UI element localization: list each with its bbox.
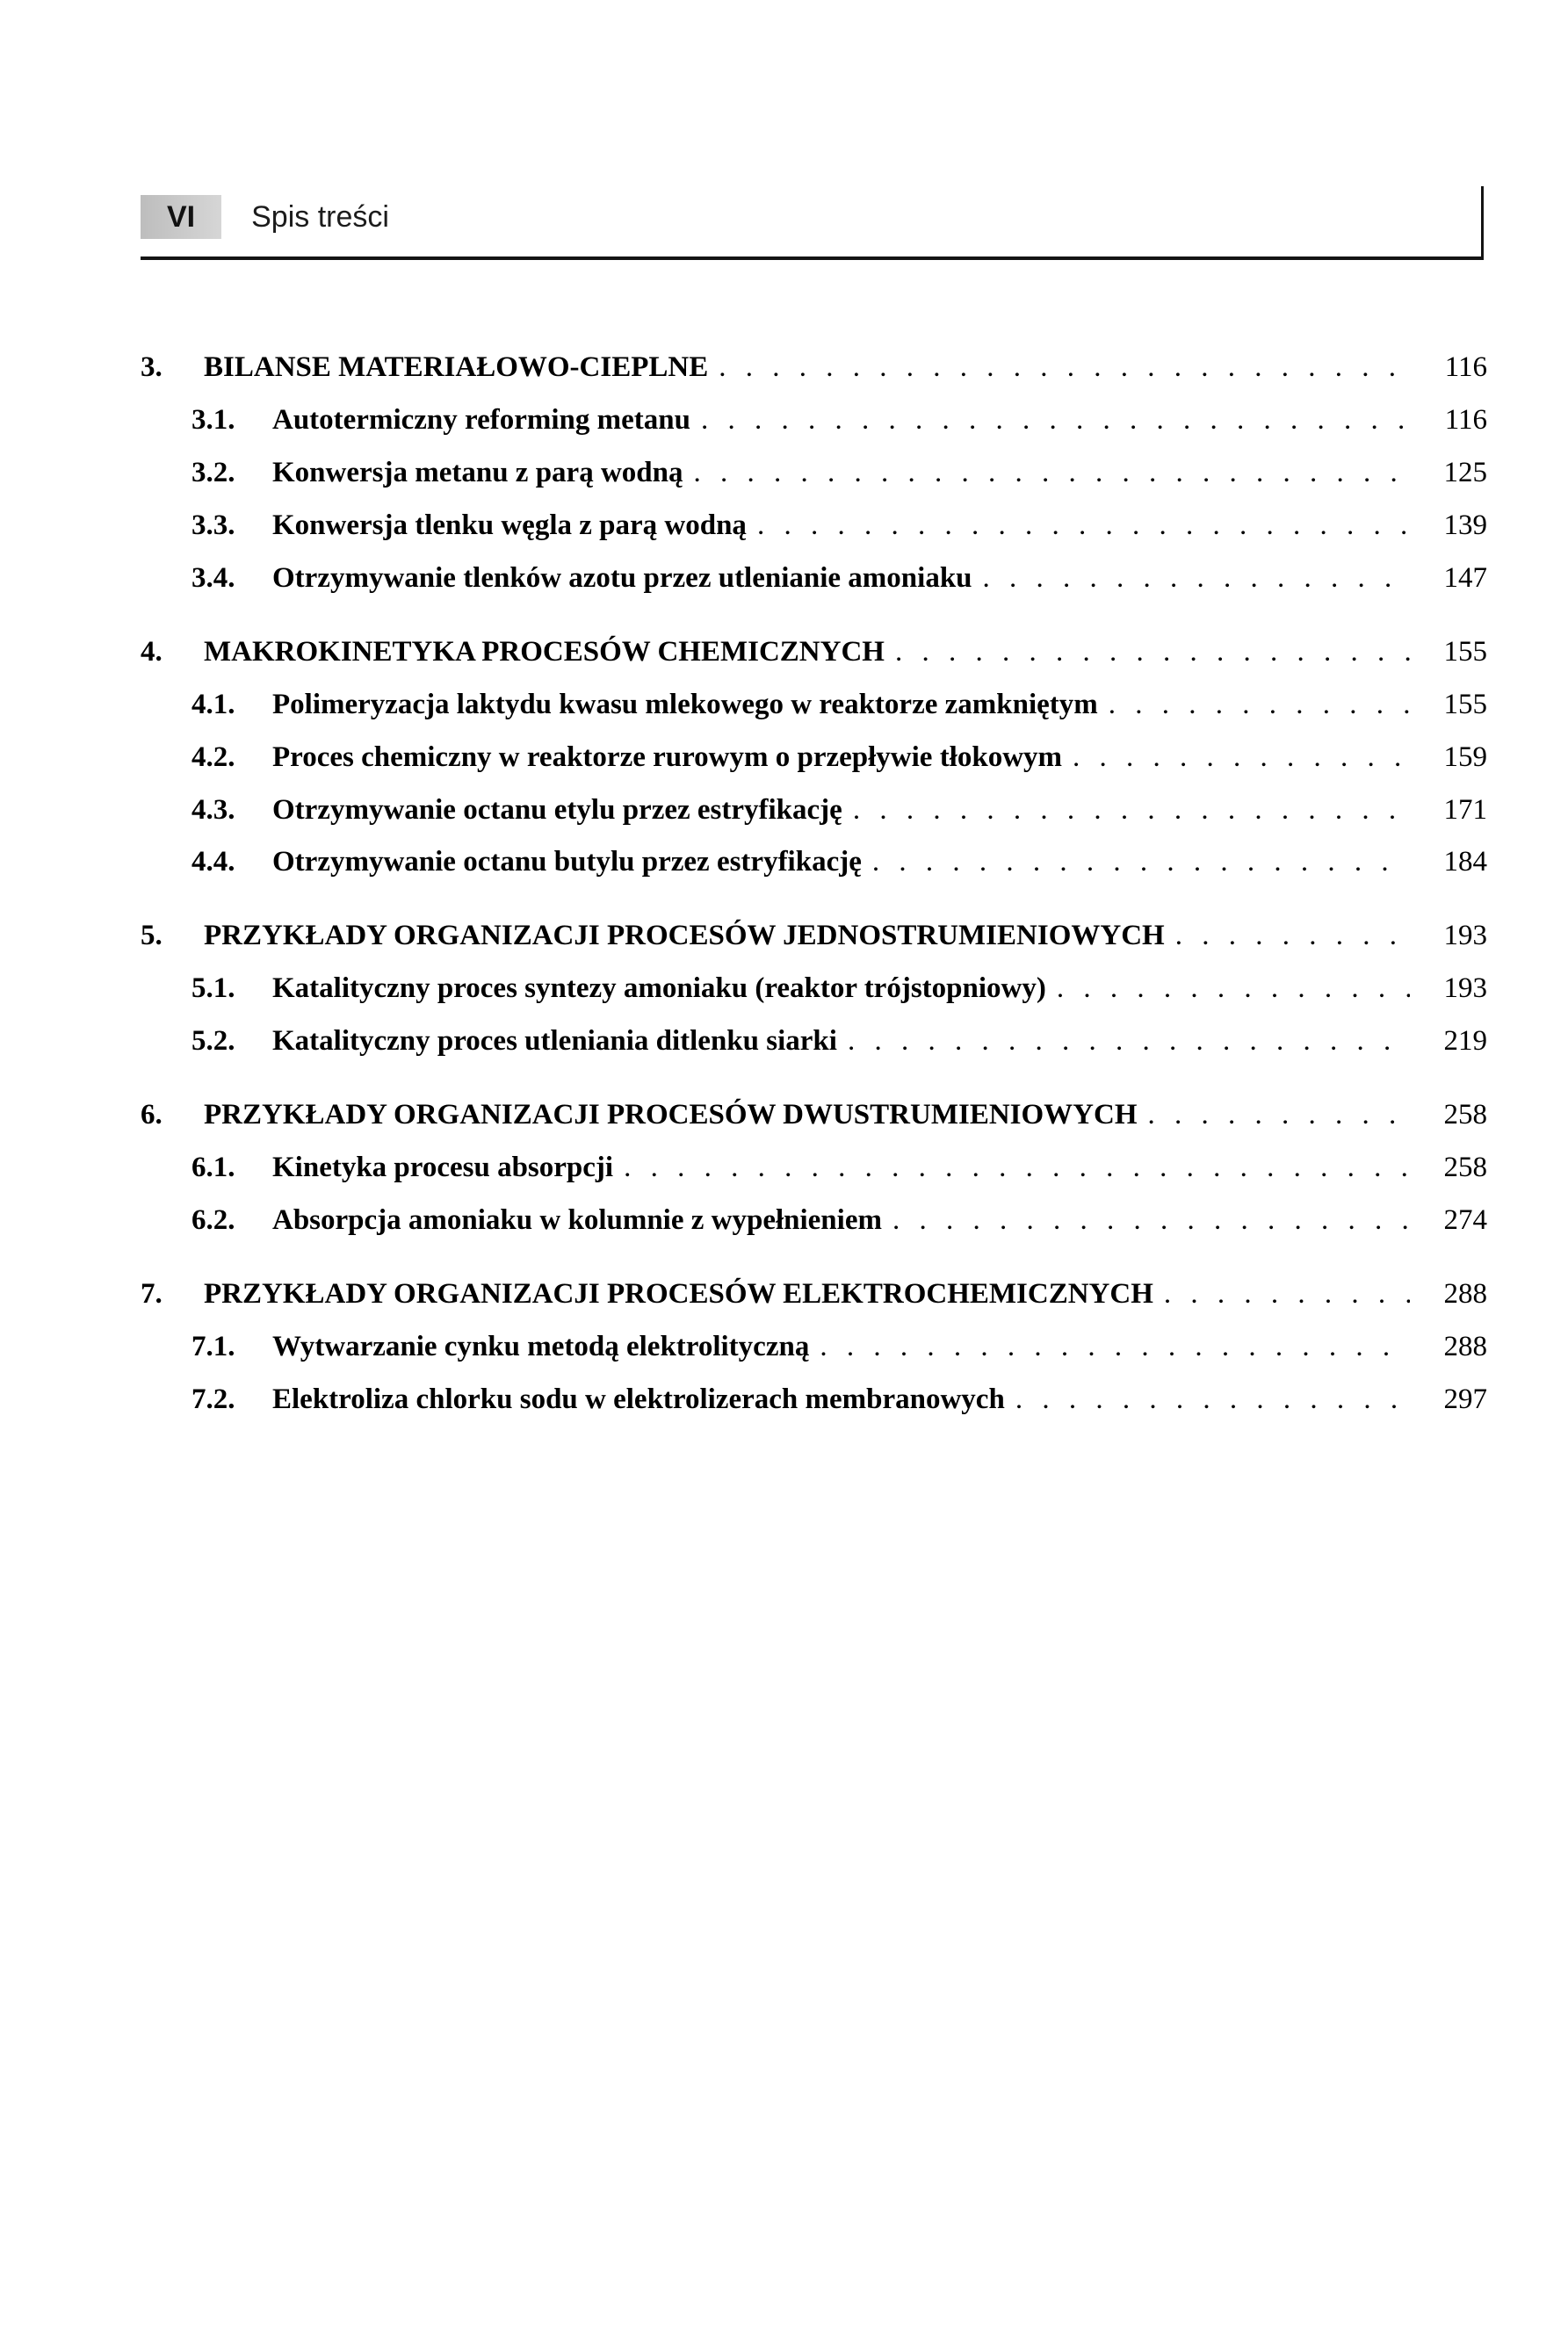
toc-dot-leader <box>1057 972 1410 1006</box>
toc-entry-number: 7.1. <box>191 1330 235 1362</box>
toc-entry-number: 7.2. <box>191 1383 235 1415</box>
toc-entry-title: Otrzymywanie octanu etylu przez estryfikację <box>272 793 842 826</box>
toc-entry <box>141 741 1487 775</box>
toc-entry-number: 3.1. <box>191 403 235 436</box>
toc-entry <box>141 404 1487 437</box>
toc-entry <box>141 1331 1487 1364</box>
toc-entry-page: 193 <box>1443 972 1487 1005</box>
toc-entry-title: Katalityczny proces syntezy amoniaku (reaktor trójstopniowy) <box>272 972 1046 1005</box>
toc-entry-title: Elektroliza chlorku sodu w elektrolizerach membranowych <box>272 1383 1005 1415</box>
toc-entry-page: 159 <box>1443 741 1487 773</box>
toc-entry-number: 4.4. <box>191 846 235 878</box>
toc-entry-number: 3.4. <box>191 561 235 594</box>
toc-entry-page: 258 <box>1443 1099 1487 1131</box>
toc-dot-leader <box>820 1331 1410 1364</box>
toc-entry <box>141 689 1487 722</box>
page-header <box>141 186 1484 260</box>
toc-entry <box>141 972 1487 1006</box>
page-number-badge: VI <box>141 195 221 239</box>
toc-entry-title: PRZYKŁADY ORGANIZACJI PROCESÓW JEDNOSTRUMIENIOWYCH <box>204 920 1165 952</box>
toc-entry-page: 116 <box>1444 351 1487 383</box>
toc-entry-title: MAKROKINETYKA PROCESÓW CHEMICZNYCH <box>204 635 885 668</box>
toc-entry-number: 6.2. <box>191 1204 235 1237</box>
toc-entry <box>141 920 1487 953</box>
toc-dot-leader <box>1148 1099 1410 1132</box>
toc-entry-title: Absorpcja amoniaku w kolumnie z wypełnieniem <box>272 1204 882 1237</box>
toc-entry-number: 4.3. <box>191 793 235 826</box>
toc-entry <box>141 351 1487 385</box>
toc-entry <box>141 562 1487 596</box>
toc-dot-leader <box>624 1152 1410 1185</box>
toc-entry-title: Proces chemiczny w reaktorze rurowym o przepływie tłokowym <box>272 741 1063 773</box>
toc-entry <box>141 509 1487 543</box>
toc-entry-title: BILANSE MATERIAŁOWO-CIEPLNE <box>204 351 709 383</box>
toc-entry-page: 288 <box>1443 1278 1487 1310</box>
toc-dot-leader <box>719 351 1410 385</box>
toc-entry-number: 3. <box>141 351 163 383</box>
toc-entry <box>141 457 1487 490</box>
running-head-title: Spis treści <box>251 200 389 234</box>
toc-dot-leader <box>892 1204 1410 1238</box>
toc-entry-page: 139 <box>1443 509 1487 541</box>
toc-entry <box>141 1278 1487 1311</box>
toc-entry-title: Otrzymywanie tlenków azotu przez utlenianie amoniaku <box>272 561 972 594</box>
toc-dot-leader <box>1015 1384 1410 1417</box>
toc-dot-leader <box>694 457 1411 490</box>
toc-entry-number: 4.2. <box>191 741 235 773</box>
toc-dot-leader <box>1073 741 1410 775</box>
toc-entry-title: Autotermiczny reforming metanu <box>272 403 690 436</box>
toc-entry-title: Kinetyka procesu absorpcji <box>272 1152 614 1184</box>
toc-dot-leader <box>853 794 1410 827</box>
toc-entry-page: 184 <box>1443 846 1487 878</box>
toc-entry-number: 3.2. <box>191 456 235 488</box>
toc-entry-title: Konwersja metanu z parą wodną <box>272 456 683 488</box>
toc-entry <box>141 1152 1487 1185</box>
toc-entry-title: PRZYKŁADY ORGANIZACJI PROCESÓW DWUSTRUMIENIOWYCH <box>204 1099 1138 1131</box>
toc-entry-number: 4. <box>141 635 163 668</box>
toc-dot-leader <box>1164 1278 1410 1311</box>
toc-entry-number: 6. <box>141 1099 163 1131</box>
toc-entry-page: 297 <box>1443 1383 1487 1415</box>
toc-dot-leader <box>701 404 1410 437</box>
toc-dot-leader <box>872 846 1410 879</box>
toc-entry-number: 4.1. <box>191 688 235 720</box>
toc-dot-leader <box>1109 689 1410 722</box>
toc-entry-number: 7. <box>141 1278 163 1310</box>
toc-entry-title: Otrzymywanie octanu butylu przez estryfikację <box>272 846 862 878</box>
toc-entry-number: 5. <box>141 920 163 952</box>
toc-entry-number: 6.1. <box>191 1152 235 1184</box>
toc-entry-title: Wytwarzanie cynku metodą elektrolityczną <box>272 1330 810 1362</box>
toc-dot-leader <box>757 509 1410 543</box>
toc-entry-page: 258 <box>1443 1152 1487 1184</box>
toc-entry-page: 288 <box>1443 1330 1487 1362</box>
toc-entry <box>141 1384 1487 1417</box>
toc-entry-title: PRZYKŁADY ORGANIZACJI PROCESÓW ELEKTROCHEMICZNYCH <box>204 1278 1153 1310</box>
toc-dot-leader <box>1175 920 1410 953</box>
toc-dot-leader <box>895 636 1410 669</box>
toc-dot-leader <box>983 562 1410 596</box>
toc-entry <box>141 1099 1487 1132</box>
toc-entry-page: 274 <box>1443 1204 1487 1237</box>
toc-entry <box>141 794 1487 827</box>
toc-entry <box>141 636 1487 669</box>
toc-entry <box>141 1204 1487 1238</box>
toc-entry-page: 171 <box>1443 793 1487 826</box>
toc-entry-number: 5.1. <box>191 972 235 1005</box>
toc-entry-page: 155 <box>1443 635 1487 668</box>
toc-entry <box>141 1025 1487 1058</box>
toc-entry-page: 125 <box>1443 456 1487 488</box>
toc-dot-leader <box>848 1025 1410 1058</box>
toc-entry-title: Polimeryzacja laktydu kwasu mlekowego w reaktorze zamkniętym <box>272 688 1098 720</box>
toc-entry-page: 219 <box>1443 1025 1487 1058</box>
toc-entry-title: Konwersja tlenku węgla z parą wodną <box>272 509 747 541</box>
toc-entry-number: 3.3. <box>191 509 235 541</box>
toc-entry-page: 116 <box>1444 403 1487 436</box>
toc-entry-number: 5.2. <box>191 1025 235 1058</box>
toc-entry-page: 155 <box>1443 688 1487 720</box>
toc-entry-page: 147 <box>1443 561 1487 594</box>
toc-entry-page: 193 <box>1443 920 1487 952</box>
toc-entry-title: Katalityczny proces utleniania ditlenku siarki <box>272 1025 837 1058</box>
toc-list <box>141 351 1487 1436</box>
toc-entry <box>141 846 1487 879</box>
